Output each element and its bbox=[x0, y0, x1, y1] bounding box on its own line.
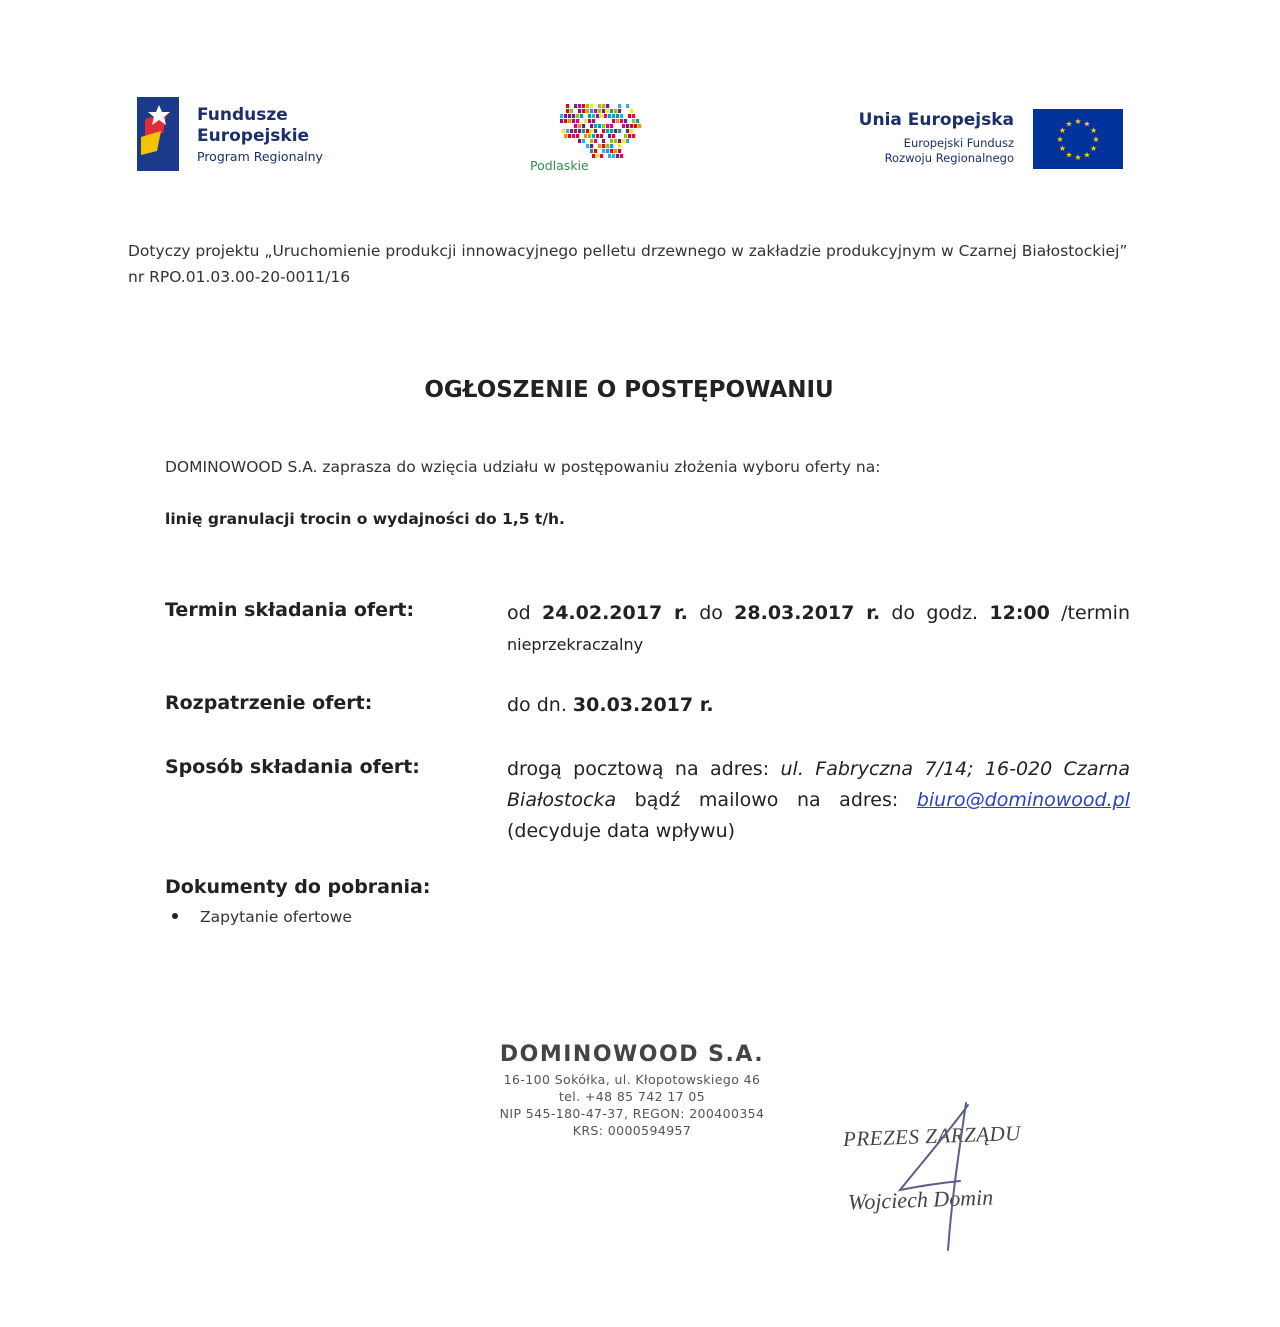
mosaic-tile bbox=[622, 139, 625, 143]
mosaic-tile bbox=[608, 154, 611, 158]
mosaic-tile bbox=[626, 104, 629, 108]
mosaic-tile bbox=[582, 139, 585, 143]
mosaic-tile bbox=[612, 119, 615, 123]
mosaic-tile bbox=[618, 139, 621, 143]
fundusze-europejskie-logo-text bbox=[197, 105, 309, 147]
fundusze-europejskie-mark-icon bbox=[137, 97, 179, 171]
eu-star-icon: ★ bbox=[1074, 117, 1082, 126]
page-title: OGŁOSZENIE O POSTĘPOWANIU bbox=[424, 377, 834, 403]
eu-star-icon: ★ bbox=[1065, 150, 1073, 160]
mosaic-tile bbox=[610, 109, 613, 113]
mosaic-tile bbox=[602, 124, 605, 128]
stamp-phone: tel. +48 85 742 17 05 bbox=[558, 1089, 706, 1104]
mosaic-tile bbox=[600, 114, 603, 118]
mosaic-tile bbox=[622, 124, 625, 128]
mosaic-tile bbox=[560, 114, 563, 118]
mosaic-tile bbox=[606, 124, 609, 128]
mosaic-tile bbox=[568, 134, 571, 138]
mosaic-tile bbox=[578, 104, 581, 108]
mosaic-tile bbox=[618, 109, 621, 113]
mosaic-tile bbox=[590, 129, 593, 133]
deadline-line1 bbox=[507, 598, 1130, 629]
mosaic-tile bbox=[608, 114, 611, 118]
mosaic-tile bbox=[584, 134, 587, 138]
email-link[interactable]: biuro@dominowood.pl bbox=[916, 789, 1130, 811]
mosaic-tile bbox=[570, 109, 573, 113]
mosaic-tile bbox=[628, 114, 631, 118]
stamp-company: DOMINOWOOD S.A. bbox=[499, 1042, 765, 1067]
mosaic-tile bbox=[602, 144, 605, 148]
method-value bbox=[507, 754, 1130, 847]
mosaic-tile bbox=[606, 104, 609, 108]
mosaic-tile bbox=[582, 124, 585, 128]
mosaic-tile bbox=[578, 124, 581, 128]
mosaic-tile bbox=[636, 119, 639, 123]
mosaic-tile bbox=[590, 109, 593, 113]
mosaic-tile bbox=[626, 124, 629, 128]
mosaic-tile bbox=[572, 134, 575, 138]
mosaic-tile bbox=[624, 119, 627, 123]
mosaic-tile bbox=[590, 124, 593, 128]
mosaic-tile bbox=[598, 124, 601, 128]
mosaic-tile bbox=[574, 124, 577, 128]
review-label: Rozpatrzenie ofert: bbox=[165, 692, 373, 714]
method-text1: drogą pocztową na adres: bbox=[507, 758, 770, 780]
intro-text: DOMINOWOOD S.A. zaprasza do wzięcia udziału w postępowaniu złożenia wyboru oferty na: bbox=[165, 458, 881, 476]
document-list-item[interactable] bbox=[172, 908, 352, 926]
eu-star-icon: ★ bbox=[1056, 135, 1064, 144]
mosaic-tile bbox=[566, 109, 569, 113]
project-reference: Dotyczy projektu „Uruchomienie produkcji innowacyjnego pelletu drzewnego w zakładzie produkcyjnym w Czarnej Białostockiej” nr RPO.01.03.00-20-0011/16 bbox=[128, 242, 1128, 286]
mosaic-tile bbox=[562, 129, 565, 133]
deadline-from-date: 24.02.2017 r. bbox=[541, 602, 688, 624]
mosaic-tile bbox=[602, 149, 605, 153]
mosaic-tile bbox=[610, 129, 613, 133]
mosaic-tile bbox=[616, 119, 619, 123]
review-value bbox=[507, 690, 1130, 721]
fe-line2: Europejskie bbox=[197, 126, 310, 146]
mosaic-tile bbox=[614, 129, 617, 133]
handwritten-signature-icon bbox=[880, 1095, 980, 1255]
eu-star-icon: ★ bbox=[1065, 119, 1073, 129]
mosaic-tile bbox=[612, 154, 615, 158]
mosaic-tile bbox=[578, 109, 581, 113]
mosaic-tile bbox=[586, 144, 589, 148]
deadline-value bbox=[507, 598, 1130, 660]
eu-star-icon: ★ bbox=[1083, 150, 1091, 160]
fe-subtitle: Program Regionalny bbox=[197, 149, 323, 164]
mosaic-tile bbox=[620, 114, 623, 118]
mosaic-tile bbox=[612, 114, 615, 118]
eu-star-icon: ★ bbox=[1058, 144, 1066, 153]
subject-text: linię granulacji trocin o wydajności do 1,5 t/h. bbox=[165, 510, 565, 528]
mosaic-tile bbox=[590, 144, 593, 148]
deadline-prefix: od bbox=[507, 602, 531, 624]
mosaic-tile bbox=[570, 129, 573, 133]
mosaic-tile bbox=[632, 134, 635, 138]
mosaic-tile bbox=[616, 154, 619, 158]
mosaic-tile bbox=[602, 129, 605, 133]
mosaic-tile bbox=[634, 124, 637, 128]
deadline-label: Termin składania ofert: bbox=[165, 599, 415, 621]
deadline-to-date: 28.03.2017 r. bbox=[734, 602, 881, 624]
eu-sub-line1: Europejski Fundusz bbox=[903, 136, 1014, 150]
mosaic-tile bbox=[606, 109, 609, 113]
deadline-mid: do bbox=[699, 602, 723, 624]
mosaic-tile bbox=[566, 129, 569, 133]
mosaic-tile bbox=[638, 124, 641, 128]
fe-line1: Fundusze bbox=[197, 105, 288, 125]
method-text2: bądź mailowo na adres: bbox=[634, 789, 899, 811]
mosaic-tile bbox=[610, 124, 613, 128]
mosaic-tile bbox=[574, 104, 577, 108]
mosaic-tile bbox=[610, 144, 613, 148]
mosaic-tile bbox=[582, 109, 585, 113]
deadline-suffix: /termin bbox=[1061, 602, 1130, 624]
mosaic-tile bbox=[572, 119, 575, 123]
mosaic-tile bbox=[576, 119, 579, 123]
eu-star-icon: ★ bbox=[1090, 126, 1098, 135]
deadline-mid2: do godz. bbox=[891, 602, 979, 624]
company-stamp bbox=[452, 1042, 812, 1139]
mosaic-tile bbox=[598, 109, 601, 113]
mosaic-tile bbox=[596, 154, 599, 158]
mosaic-tile bbox=[616, 114, 619, 118]
mosaic-tile bbox=[630, 124, 633, 128]
mosaic-tile bbox=[592, 114, 595, 118]
mosaic-tile bbox=[626, 129, 629, 133]
mosaic-tile bbox=[592, 119, 595, 123]
method-address: ul. Fabryczna 7/14; 16-020 Czarna Białostocka bbox=[507, 758, 1130, 811]
mosaic-tile bbox=[590, 104, 593, 108]
mosaic-tile bbox=[566, 104, 569, 108]
eu-star-icon: ★ bbox=[1083, 119, 1091, 129]
mosaic-tile bbox=[618, 144, 621, 148]
mosaic-tile bbox=[614, 149, 617, 153]
eu-sub-line2: Rozwoju Regionalnego bbox=[884, 151, 1014, 165]
eu-star-icon: ★ bbox=[1074, 153, 1082, 162]
mosaic-tile bbox=[564, 114, 567, 118]
mosaic-tile bbox=[580, 114, 583, 118]
mosaic-tile bbox=[588, 134, 591, 138]
mosaic-tile bbox=[576, 134, 579, 138]
eu-star-icon: ★ bbox=[1090, 144, 1098, 153]
mosaic-tile bbox=[598, 104, 601, 108]
mosaic-tile bbox=[594, 139, 597, 143]
eu-subtitle bbox=[830, 136, 1014, 166]
mosaic-tile bbox=[572, 114, 575, 118]
review-prefix: do dn. bbox=[507, 694, 567, 716]
mosaic-tile bbox=[626, 139, 629, 143]
mosaic-tile bbox=[576, 114, 579, 118]
mosaic-tile bbox=[578, 129, 581, 133]
mosaic-tile bbox=[596, 114, 599, 118]
mosaic-tile bbox=[586, 109, 589, 113]
mosaic-tile bbox=[620, 154, 623, 158]
mosaic-tile bbox=[612, 134, 615, 138]
mosaic-tile bbox=[618, 129, 621, 133]
method-note: (decyduje data wpływu) bbox=[507, 820, 736, 842]
mosaic-tile bbox=[586, 129, 589, 133]
mosaic-tile bbox=[564, 134, 567, 138]
mosaic-tile bbox=[592, 134, 595, 138]
mosaic-tile bbox=[606, 144, 609, 148]
mosaic-tile bbox=[560, 119, 563, 123]
mosaic-tile bbox=[602, 104, 605, 108]
mosaic-tile bbox=[590, 149, 593, 153]
mosaic-tile bbox=[618, 104, 621, 108]
eu-flag-icon bbox=[1033, 109, 1123, 169]
bullet-icon bbox=[172, 913, 178, 919]
mosaic-tile bbox=[630, 129, 633, 133]
mosaic-tile bbox=[608, 134, 611, 138]
mosaic-tile bbox=[602, 139, 605, 143]
mosaic-tile bbox=[594, 129, 597, 133]
mosaic-tile bbox=[610, 139, 613, 143]
mosaic-tile bbox=[568, 114, 571, 118]
mosaic-tile bbox=[588, 119, 591, 123]
mosaic-tile bbox=[628, 134, 631, 138]
mosaic-tile bbox=[632, 114, 635, 118]
mosaic-tile bbox=[594, 124, 597, 128]
mosaic-tile bbox=[582, 129, 585, 133]
review-date: 30.03.2017 r. bbox=[572, 694, 714, 716]
mosaic-tile bbox=[578, 139, 581, 143]
mosaic-tile bbox=[594, 109, 597, 113]
mosaic-tile bbox=[586, 104, 589, 108]
stamp-address: 16-100 Sokółka, ul. Kłopotowskiego 46 bbox=[503, 1072, 761, 1087]
mosaic-tile bbox=[620, 119, 623, 123]
mosaic-tile bbox=[602, 109, 605, 113]
mosaic-tile bbox=[592, 154, 595, 158]
signature-title: PREZES ZARZĄDU bbox=[842, 1120, 1022, 1152]
mosaic-tile bbox=[596, 134, 599, 138]
mosaic-tile bbox=[618, 149, 621, 153]
eu-title: Unia Europejska bbox=[858, 110, 1014, 130]
document-item-label: Zapytanie ofertowe bbox=[200, 908, 352, 926]
mosaic-tile bbox=[606, 129, 609, 133]
mosaic-tile bbox=[630, 109, 633, 113]
mosaic-tile bbox=[594, 149, 597, 153]
mosaic-tile bbox=[610, 149, 613, 153]
mosaic-tile bbox=[574, 129, 577, 133]
mosaic-tile bbox=[624, 134, 627, 138]
mosaic-tile bbox=[598, 144, 601, 148]
stamp-ids: NIP 545-180-47-37, REGON: 200400354 bbox=[499, 1106, 765, 1121]
mosaic-tile bbox=[614, 109, 617, 113]
mosaic-tile bbox=[600, 134, 603, 138]
mosaic-tile bbox=[564, 119, 567, 123]
eu-star-icon: ★ bbox=[1092, 135, 1100, 144]
deadline-time: 12:00 bbox=[989, 602, 1050, 624]
mosaic-tile bbox=[606, 149, 609, 153]
eu-star-icon: ★ bbox=[1058, 126, 1066, 135]
mosaic-tile bbox=[584, 119, 587, 123]
mosaic-tile bbox=[600, 154, 603, 158]
mosaic-tile bbox=[614, 139, 617, 143]
signature-name: Wojciech Domin bbox=[847, 1184, 994, 1215]
mosaic-tile bbox=[604, 114, 607, 118]
mosaic-tile bbox=[582, 104, 585, 108]
mosaic-tile bbox=[568, 119, 571, 123]
mosaic-tile bbox=[588, 114, 591, 118]
method-label: Sposób składania ofert: bbox=[165, 756, 420, 778]
deadline-line2: nieprzekraczalny bbox=[507, 635, 644, 654]
documents-label: Dokumenty do pobrania: bbox=[165, 876, 431, 898]
mosaic-tile bbox=[590, 139, 593, 143]
mosaic-tile bbox=[632, 119, 635, 123]
stamp-krs: KRS: 0000594957 bbox=[572, 1123, 692, 1138]
podlaskie-label: Podlaskie bbox=[530, 158, 589, 173]
